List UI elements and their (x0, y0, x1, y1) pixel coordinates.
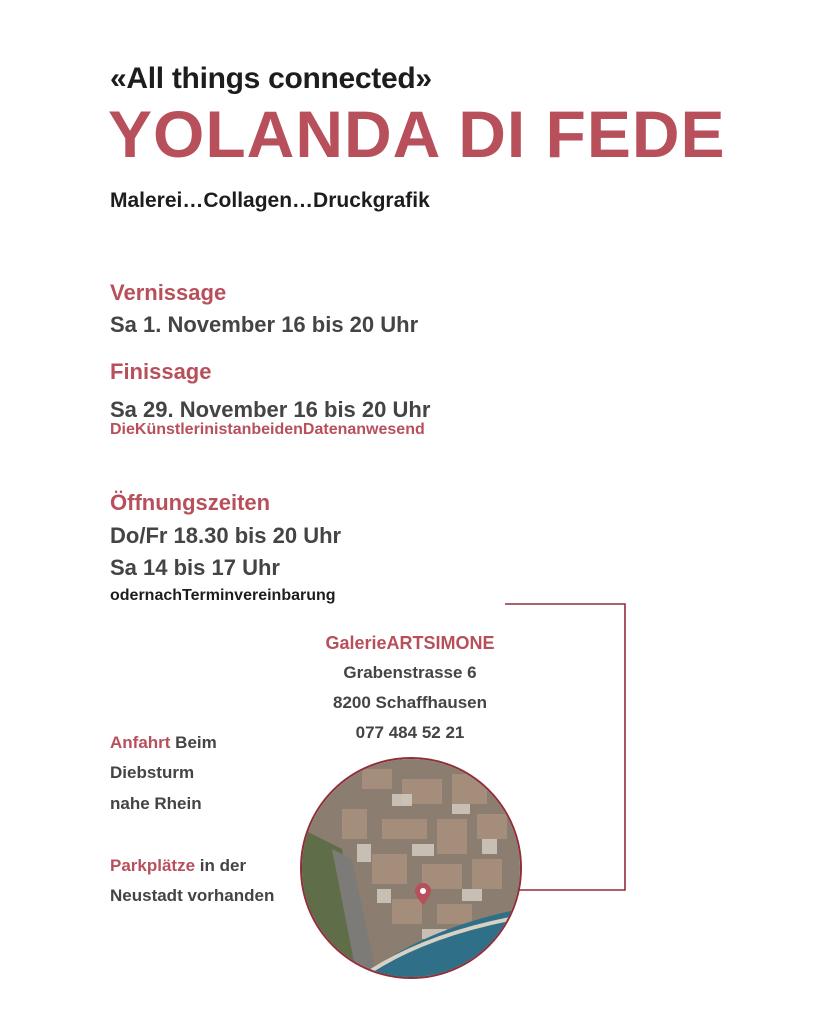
finissage-date: Sa 29. November 16 bis 20 Uhr (110, 397, 431, 422)
directions-line1 (110, 733, 217, 753)
map-pin-icon (415, 883, 431, 905)
exhibition-subtitle: «All things connected» (110, 62, 432, 95)
directions-label: Anfahrt (110, 733, 171, 752)
gallery-name: GalerieARTSIMONE (325, 633, 495, 653)
opening-hours-line2: Sa 14 bis 17 Uhr (110, 555, 280, 580)
aerial-map-image (302, 759, 520, 977)
directions-line2: Diebsturm (110, 763, 195, 782)
gallery-phone: 077 484 52 21 (355, 723, 465, 742)
parking-line2: Neustadt vorhanden (110, 886, 275, 905)
opening-hours-heading: Öffnungszeiten (110, 490, 271, 515)
parking-text1: in der (195, 856, 247, 875)
opening-hours-note: odernachTerminvereinbarung (110, 587, 336, 604)
media-list: Malerei…Collagen…Druckgrafik (110, 189, 430, 212)
vernissage-heading: Vernissage (110, 280, 227, 305)
finissage-heading: Finissage (110, 359, 212, 384)
gallery-city: 8200 Schaffhausen (332, 693, 487, 712)
parking-line1 (110, 856, 246, 876)
vernissage-date: Sa 1. November 16 bis 20 Uhr (110, 312, 419, 337)
opening-hours-line1: Do/Fr 18.30 bis 20 Uhr (110, 523, 342, 548)
artist-name: YOLANDA DI FEDE (108, 97, 726, 171)
finissage-note: DieKünstlerinistanbeidenDatenanwesend (110, 421, 425, 438)
gallery-street: Grabenstrasse 6 (343, 663, 477, 682)
directions-line3: nahe Rhein (110, 794, 202, 813)
parking-label: Parkplätze (110, 856, 196, 875)
aerial-map (300, 757, 522, 979)
directions-text1: Beim (170, 733, 217, 752)
